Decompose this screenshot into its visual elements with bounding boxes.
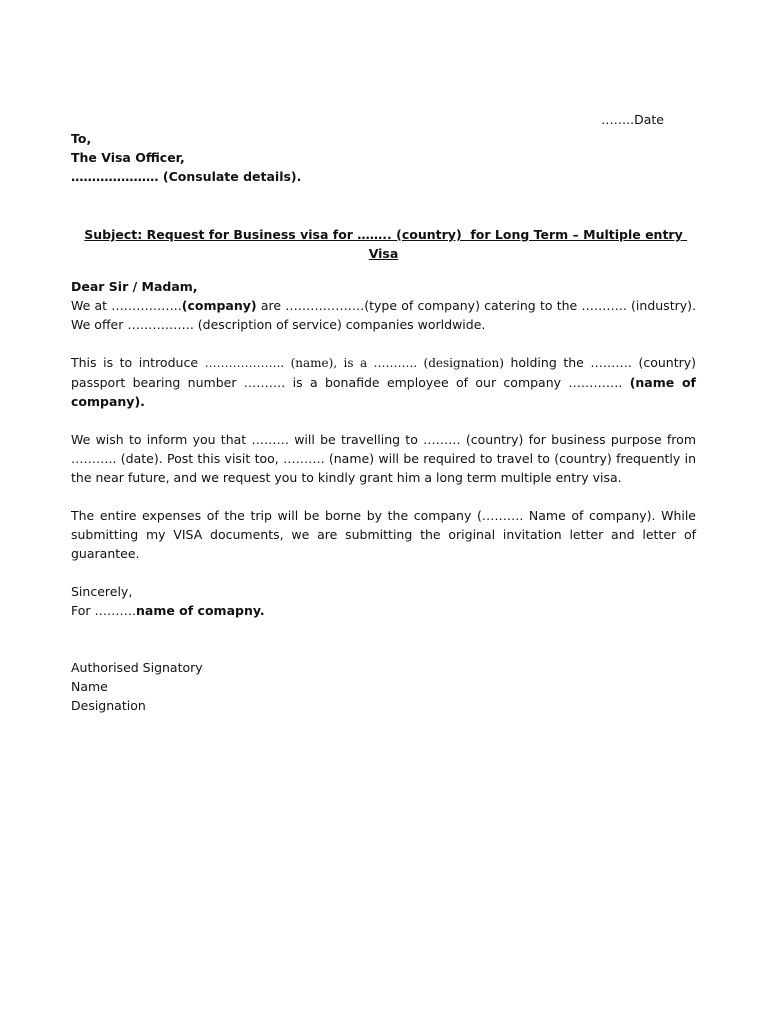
p2-text-c: holding the ………. (country) passport bearing number ………. is a bonafide employee of our company …………. [71, 355, 697, 390]
officer-line: The Visa Officer, [71, 150, 185, 165]
for-prefix: For ………. [71, 603, 136, 618]
to-line: To, [71, 131, 92, 146]
p1-company: (company) [181, 298, 257, 313]
p1-text-c: are ……………….(type of company) catering to the ……….. (industry). We offer ……………. (description of service) companies worldwide. [71, 298, 696, 332]
subject-line: Subject: Request for Business visa for …….. (country) for Long Term – Multiple entry Visa [84, 227, 688, 261]
signatory-designation: Designation [71, 698, 146, 713]
closing: Sincerely, [71, 584, 133, 599]
p1-text-a: We at …………….. [71, 298, 182, 313]
p2-name-designation: ……………….. (name), is a ……….. (designation) [204, 356, 504, 370]
for-company-line [71, 601, 696, 620]
paragraph-introduce-employee [71, 353, 696, 411]
for-company-name: name of comapny. [135, 603, 265, 618]
salutation: Dear Sir / Madam, [71, 279, 198, 294]
p2-text-a: This is to introduce [71, 355, 205, 370]
letter-page [71, 110, 696, 715]
consulate-line: ………………… (Consulate details). [71, 169, 302, 184]
p2-company-name: (name of company). [71, 375, 696, 409]
date-line: ……..Date [601, 112, 664, 127]
paragraph-intro-company [71, 296, 696, 334]
signatory-name: Name [71, 679, 108, 694]
paragraph-expenses: The entire expenses of the trip will be borne by the company (………. Name of company). While submitting my VISA documents, we are submitting the original invitation letter and letter of guarantee. [71, 508, 696, 561]
paragraph-travel: We wish to inform you that ……… will be travelling to ……… (country) for business purpose from ……….. (date). Post this visit too, ………. (name) will be required to travel to (country) frequently in the near future, and we request you to kindly grant him a long term multiple entry visa. [71, 432, 696, 485]
signatory: Authorised Signatory [71, 660, 203, 675]
